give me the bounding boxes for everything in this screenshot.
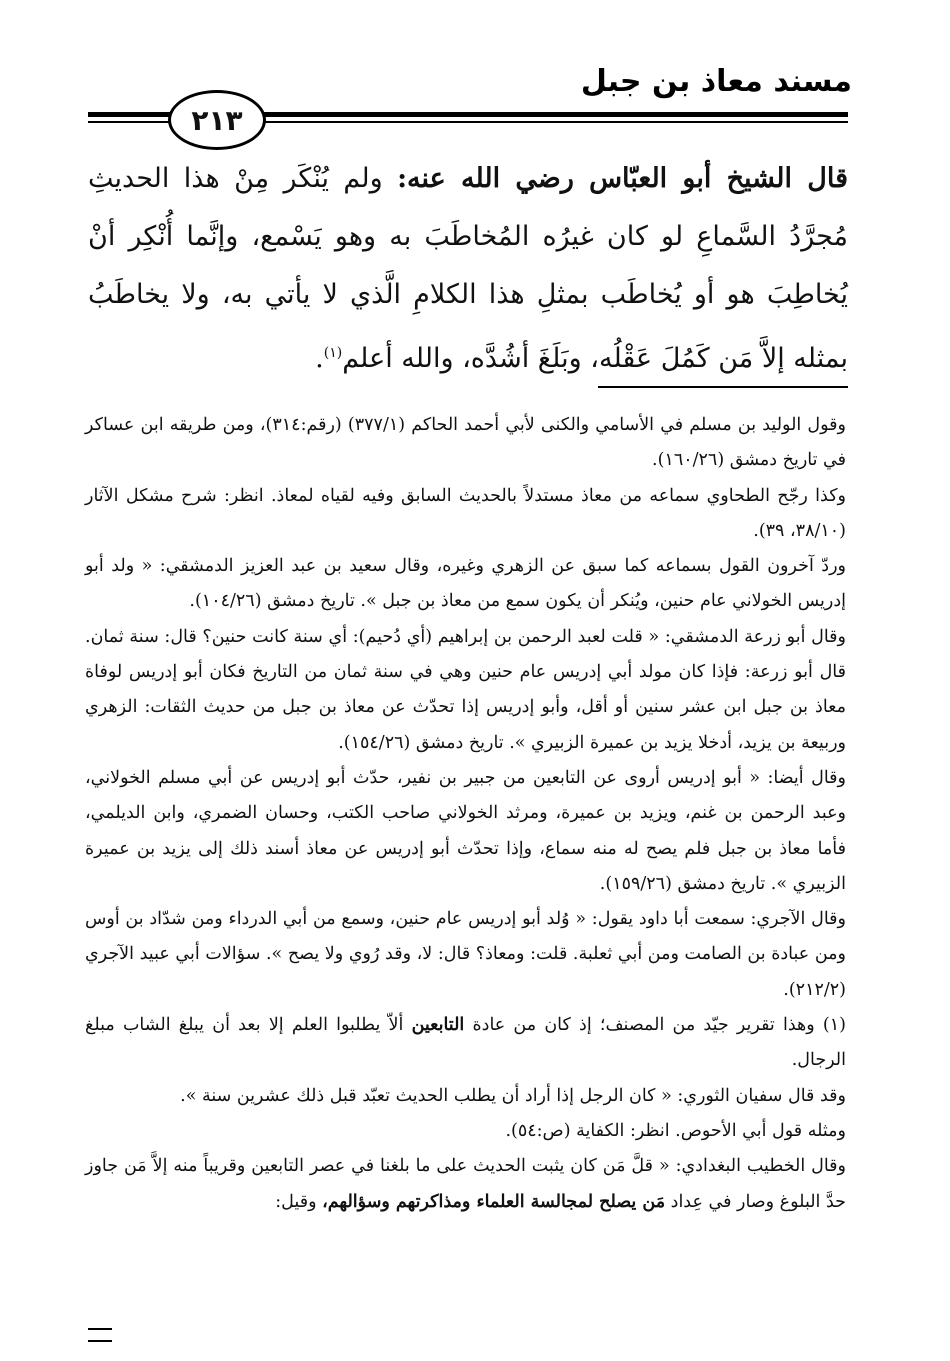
footnote-text-end: وقيل: bbox=[275, 1191, 317, 1212]
footnote-paragraph: ومثله قول أبي الأحوص. انظر: الكفاية (ص:٥٤). bbox=[505, 1120, 846, 1141]
footnote-1-number: (١) bbox=[822, 1015, 846, 1036]
footnote-paragraph: وقال الآجري: سمعت أبا داود يقول: « وُلد أبو إدريس عام حنين، وسمع من أبي الدرداء ومن شدّاد بن أوس ومن عبادة بن الصامت ومن أبي ثعلبة. قلت: ومعاذ؟ قال: لا، وقد رُوي ولا يصح ». سؤالات أبي عبيد الآجري (٢١٢/٢). bbox=[85, 909, 846, 1000]
running-header-title: مسند معاذ بن جبل bbox=[580, 64, 852, 99]
footnote-1-text: وهذا تقرير جيّد من المصنف؛ إذ كان من عادة bbox=[472, 1015, 815, 1036]
footnote-paragraph: وقول الوليد بن مسلم في الأسامي والكنى لأبي أحمد الحاكم (٣٧٧/١) (رقم:٣١٤)، ومن طريقه ابن عساكر في تاريخ دمشق (١٦٠/٢٦). bbox=[85, 415, 847, 471]
footnote-paragraph bbox=[85, 1149, 846, 1220]
continuation-mark bbox=[88, 1328, 112, 1342]
footnote-1-emphasis: التابعين bbox=[411, 1015, 465, 1036]
footnote-1-text-end: ألاّ يطلبوا العلم إلا بعد أن يبلغ الشاب مبلغ الرجال. bbox=[85, 1015, 846, 1071]
footnote-paragraph: وقد قال سفيان الثوري: « كان الرجل إذا أراد أن يطلب الحديث تعبّد قبل ذلك عشرين سنة ». bbox=[180, 1085, 846, 1106]
footnote-paragraph: وقال أيضا: « أبو إدريس أروى عن التابعين من جبير بن نفير، حدّث أبو إدريس عن أبي مسلم الخولاني، وعبد الرحمن بن غنم، ويزيد بن عميرة، ومرثد الخولاني صاحب الكتب، وحسان الضمري، وابن الديلمي، فأما معاذ بن جبل فلم يصح له منه سماع، وإذا تحدّث أبو إدريس عن معاذ أسند ذلك إلى يزيد بن عميرة الزبيري ». تاريخ دمشق (١٥٩/٢٦). bbox=[85, 767, 846, 894]
footnote-1 bbox=[85, 1008, 846, 1079]
footnote-text: وقال الخطيب البغدادي: « قلَّ مَن كان يثبت الحديث على ما بلغنا في عصر التابعين وقريباً منه إلاَّ مَن جاوز حدَّ البلوغ وصار في عِداد bbox=[85, 1156, 846, 1212]
speaker-attribution: قال الشيخ أبو العبّاس رضي الله عنه: bbox=[397, 163, 848, 194]
page-number: ٢١٣ bbox=[168, 90, 266, 150]
footnotes bbox=[85, 408, 846, 1220]
footnote-paragraph: وردّ آخرون القول بسماعه كما سبق عن الزهري وغيره، وقال سعيد بن عبد العزيز الدمشقي: « ولد أبو إدريس الخولاني عام حنين، ويُنكر أن يكون سمع من معاذ بن جبل ». تاريخ دمشق (١٠٤/٢٦). bbox=[85, 556, 846, 612]
footnote-emphasis: مَن يصلح لمجالسة العلماء ومذاكرتهم وسؤالهم، bbox=[322, 1191, 666, 1212]
footnote-ref[interactable]: (١) bbox=[323, 345, 343, 361]
footnote-paragraph: وكذا رجّح الطحاوي سماعه من معاذ مستدلاً بالحديث السابق وفيه لقياه لمعاذ. انظر: شرح مشكل الآثار (٣٨/١٠، ٣٩). bbox=[85, 485, 846, 541]
main-text bbox=[88, 150, 848, 388]
footnote-paragraph: وقال أبو زرعة الدمشقي: « قلت لعبد الرحمن بن إبراهيم (أي دُحيم): أي سنة كانت حنين؟ قال: سنة ثمان. قال أبو زرعة: فإذا كان مولد أبي إدريس عام حنين وهي في سنة ثمان من التاريخ فكان أبو إدريس لوفاة معاذ بن جبل ابن عشر سنين أو أقل، وأبو إدريس إذا تحدّث عن معاذ بن جبل من حديث الثقات: الزهري وربيعة بن يزيد، أدخلا يزيد بن عميرة الزبيري ». تاريخ دمشق (١٥٤/٢٦). bbox=[85, 626, 846, 753]
main-body-text: ولم يُنْكَر مِنْ هذا الحديثِ مُجرَّدُ السَّماعِ لو كان غيرُه المُخاطَبَ به وهو يَسْمع، وإنَّما أُنْكِر أنْ يُخاطِبَ هو أو يُخاطَب بمثلِ هذا الكلامِ الَّذي لا يأتي به، ولا يخاطَبُ بمثله إلاَّ مَن كَمُلَ عَقْلُه، وبَلَغَ أشُدَّه، والله أعلم bbox=[88, 163, 848, 374]
footnote-separator bbox=[598, 386, 848, 388]
main-end-punct: . bbox=[315, 343, 324, 374]
